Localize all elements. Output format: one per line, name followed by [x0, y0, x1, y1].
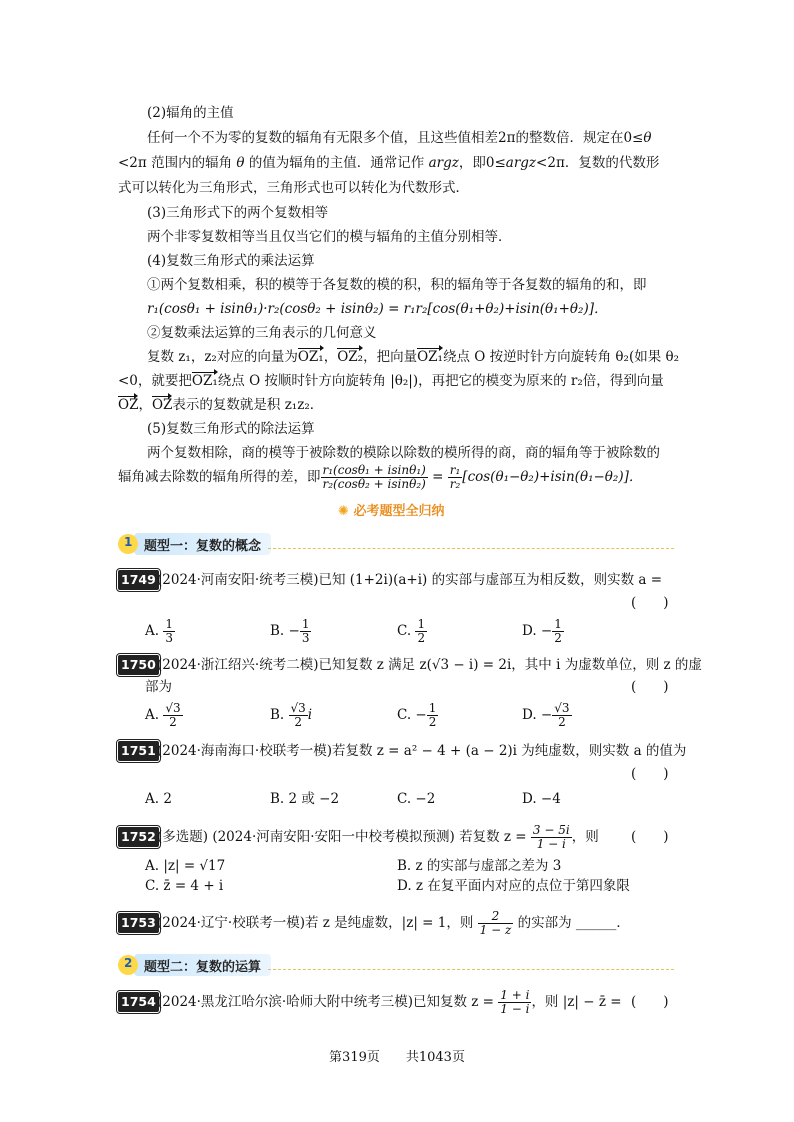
problem-stem: (2024·黑龙江哈尔滨·哈师大附中统考三模)已知复数 z = $\frac{1 + i}{1 - i}$ ，则 |z| − z̄ =: [157, 988, 622, 1016]
option-d: D. − $\frac{√3}{2}$: [522, 701, 570, 729]
answer-blank: ( ): [631, 595, 669, 611]
paragraph-line: ②复数乘法运算的三角表示的几何意义: [147, 325, 377, 341]
option-a: A. $\frac{√3}{2}$: [145, 701, 181, 729]
section-title: 题型二：复数的运算: [134, 954, 271, 976]
section-divider: [268, 969, 674, 970]
problem-stem: (2024·浙江绍兴·统考二模)已知复数 z 满足 z(√3 − i) = 2i，其中 i 为虚数单位，则 z 的虚: [157, 657, 702, 673]
problem-stem: (多选题) (2024·河南安阳·安阳一中校考模拟预测) 若复数 z = $\frac{3 - 5i}{1 - i}$ ，则: [157, 823, 599, 851]
paragraph-line: 式可以转化为三角形式，三角形式也可以转化为代数形式．: [118, 180, 469, 196]
problem-number: 1753: [118, 913, 159, 933]
option-d: D. − $\frac{1}{2}$: [522, 617, 562, 645]
section-title: 题型一：复数的概念: [134, 533, 271, 555]
page-footer: 第319页 共1043页: [329, 1050, 465, 1065]
problem-stem-continued: 部为: [145, 679, 172, 695]
section-header-concept: [118, 532, 271, 556]
option-c: C. − $\frac{1}{2}$: [397, 701, 437, 729]
problem-number: 1754: [118, 992, 159, 1012]
section-number-badge: 2: [118, 955, 138, 975]
paragraph-line: <0，就要把OZ₁绕点 O 按顺时针方向旋转角 |θ₂|)，再把它的模变为原来的 r₂倍，得到向量: [118, 373, 664, 389]
formula-multiplication: r₁(cosθ₁ + isinθ₁)·r₂(cosθ₂ + isinθ₂) = r₁r₂[cos(θ₁+θ₂)+isin(θ₁+θ₂)]．: [147, 301, 608, 317]
section-divider: [268, 548, 674, 549]
problem-number: 1750: [118, 655, 159, 675]
option-a: A. 2: [145, 791, 172, 807]
option-d: D. z 在复平面内对应的点位于第四象限: [397, 878, 630, 894]
option-b: B. $\frac{√3}{2}$ i: [270, 701, 313, 729]
paragraph-line: OZ，OZ表示的复数就是积 z₁z₂．: [118, 397, 324, 413]
answer-blank: ( ): [631, 766, 669, 782]
heading-trig-equality: (3)三角形式下的两个复数相等: [147, 205, 329, 221]
heading-trig-division: (5)复数三角形式的除法运算: [147, 421, 315, 437]
option-a: A. $\frac{1}{3}$: [145, 617, 173, 645]
option-c: C. −2: [397, 791, 436, 807]
problem-stem: (2024·辽宁·校联考一模)若 z 是纯虚数，|z| = 1，则 $\frac{2}{1 - z}$ 的实部为 ______．: [157, 909, 630, 937]
answer-blank: ( ): [631, 994, 669, 1010]
paragraph-line: <2π 范围内的辐角 θ 的值为辐角的主值．通常记作 argz，即0≤argz<2π．复数的代数形: [118, 155, 660, 171]
problem-number: 1752: [118, 827, 159, 847]
paragraph-line: 任何一个不为零的复数的辐角有无限多个值，且这些值相差2π的整数倍．规定在0≤θ: [147, 130, 652, 146]
option-c: C. $\frac{1}{2}$: [397, 617, 426, 645]
paragraph-line: 两个非零复数相等当且仅当它们的模与辐角的主值分别相等．: [147, 229, 512, 245]
heading-trig-multiplication: (4)复数三角形式的乘法运算: [147, 253, 315, 269]
answer-blank: ( ): [631, 829, 669, 845]
option-d: D. −4: [522, 791, 561, 807]
section-number-badge: 1: [118, 534, 138, 554]
heading-principal-argument: (2)辐角的主值: [147, 105, 234, 121]
option-a: A. |z| = √17: [145, 858, 226, 874]
option-b: B. − $\frac{1}{3}$: [270, 617, 310, 645]
answer-blank: ( ): [631, 679, 669, 695]
section-header-operations: [118, 953, 271, 977]
problem-number: 1751: [118, 741, 159, 761]
paragraph-line: 复数 z₁，z₂对应的向量为OZ₁，OZ₂，把向量OZ₁绕点 O 按逆时针方向旋转角 θ₂(如果 θ₂: [147, 349, 680, 365]
problem-stem: (2024·河南安阳·统考三模)已知 (1+2i)(a+i) 的实部与虚部互为相反数，则实数 a =: [157, 572, 663, 588]
paragraph-line: 两个复数相除，商的模等于被除数的模除以除数的模所得的商，商的辐角等于被除数的: [147, 445, 660, 461]
option-b: B. 2 或 −2: [270, 791, 340, 807]
problem-stem: (2024·海南海口·校联考一模)若复数 z = a² − 4 + (a − 2)i 为纯虚数，则实数 a 的值为: [157, 743, 687, 759]
bulb-icon: ✺: [338, 504, 349, 519]
formula-division: 辐角减去除数的辐角所得的差，即 $\frac{\text{r₁(cosθ₁ + isinθ₁)}}{\text{r₂(cosθ₂ + isinθ₂)}}$ = $\frac{\text{r₁}}{\text{r₂}}$ [cos(θ₁−θ₂)+isin(θ₁−θ₂)]．: [118, 463, 643, 491]
banner-must-test-types: ✺ 必考题型全归纳: [338, 504, 445, 519]
problem-number: 1749: [118, 570, 159, 590]
option-b: B. z 的实部与虚部之差为 3: [397, 858, 562, 874]
paragraph-line: ①两个复数相乘，积的模等于各复数的模的积，积的辐角等于各复数的辐角的和，即: [147, 277, 647, 293]
option-c: C. z̄ = 4 + i: [145, 878, 224, 894]
